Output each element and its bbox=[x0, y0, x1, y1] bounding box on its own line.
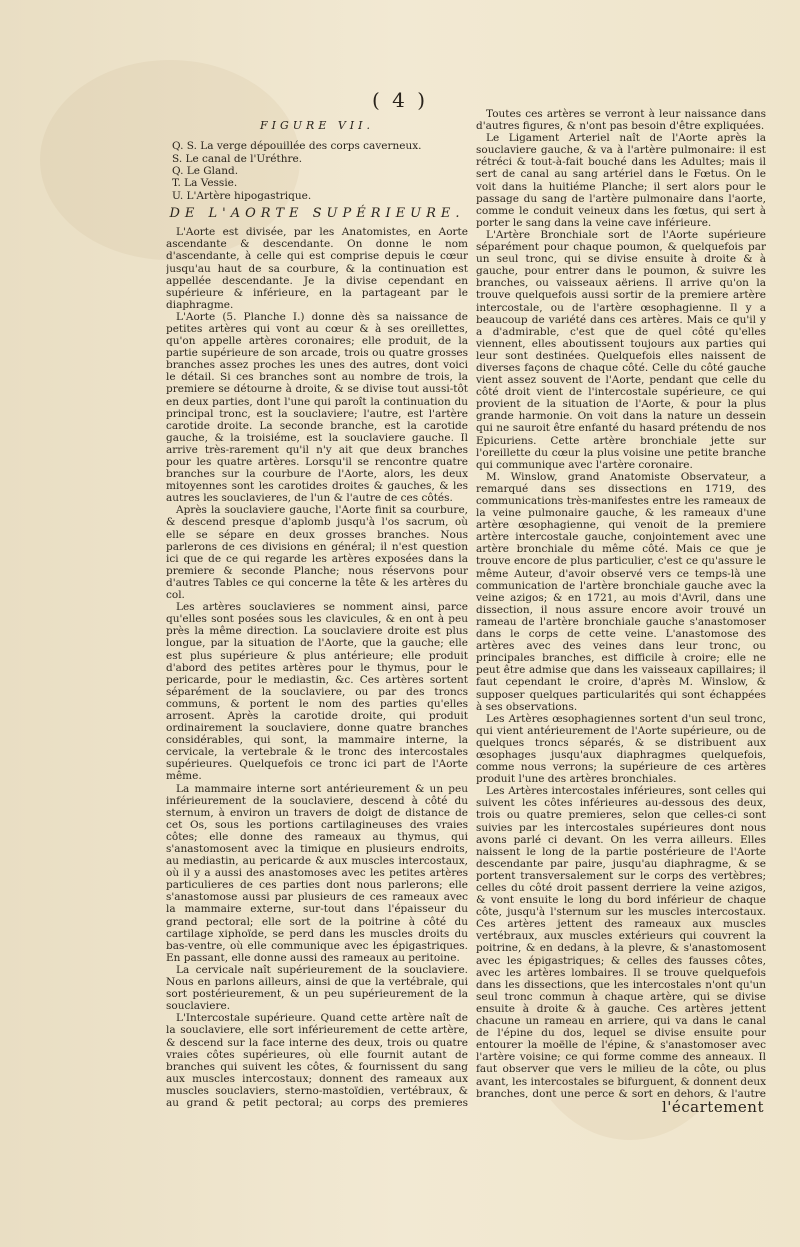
paragraph: Après la souclaviere gauche, l'Aorte finit sa courbure, & descend presque d'aplomb jusqu'à l'os sacrum, où elle se sépare en deux grosses branches. Nous parlerons de ces divisions en général; il n'est question ici que de ce qui regarde les artères exposées dans la premiere & seconde Planche; nous réservons pour d'autres Tables ce qui concerne la tête & les artères du col. bbox=[166, 504, 468, 602]
paragraph: L'Intercostale supérieure. Quand cette artère naît de la souclaviere, elle sort inférieurement de cette artère, & descend sur la face interne des deux, trois ou quatre vraies côtes supérieures, où elle fournit autant de branches qui suivent les côtes, & fournissent du sang aux muscles intercostaux; donnent des rameaux aux muscles souclaviers, sterno-mastoïdien, vertébraux, & au grand & petit pectoral; au corps des premieres bbox=[166, 1012, 468, 1108]
legend-item: Q. Le Gland. bbox=[172, 164, 239, 177]
paragraph: La cervicale naît supérieurement de la souclaviere. Nous en parlons ailleurs, ainsi de que la vertébrale, qui sort postérieurement, & un peu supérieurement de la souclaviere. bbox=[166, 963, 468, 1013]
paragraph: Toutes ces artères se verront à leur naissance dans d'autres figures, & n'ont pas besoin d'être expliquées. bbox=[476, 108, 766, 133]
paragraph: L'Artère Bronchiale sort de l'Aorte supérieure séparément pour chaque poumon, & quelquefois par un seul tronc, qui se divise ensuite à droite & à gauche, pour entrer dans le poumon, & suivre les branches, ou vaisseaux aëriens. Il arrive qu'on la trouve quelquefois aussi sortir de la premiere artère intercostale, ou de l'artère œsophagienne. Il y a beaucoup de variété dans ces artères. Mais ce qu'il y a d'admirable, c'est que de quel côté qu'elles viennent, elles aboutissent toujours aux parties qui leur sont destinées. Quelquefois elles naissent de diverses façons de chaque côté. Celle du côté gauche vient assez souvent de l'Aorte, pendant que celle du côté droit vient de l'intercostale supérieure, ce qui provient de la situation de l'Aorte, & pour la plus grande harmonie. On voit dans la nature un dessein qui ne sauroit être enfanté du hasard prétendu de nos Epicuriens. Cette artère bronchiale jette sur l'oreillette du cœur la plus voisine une petite branche qui communique avec l'artère coronaire. bbox=[476, 228, 766, 471]
paragraph: Les Artères œsophagiennes sortent d'un seul tronc, qui vient antérieurement de l'Aorte supérieure, ou de quelques troncs séparés, & se distribuent aux œsophages jusqu'aux diaphragmes quelquefois, comme nous verrons; la supérieure de ces artères produit l'une des artères bronchiales. bbox=[476, 712, 766, 786]
legend-item: Q. S. La verge dépouillée des corps caverneux. bbox=[172, 140, 422, 153]
left-column bbox=[166, 118, 468, 1108]
paragraph: L'Aorte (5. Planche I.) donne dès sa naissance de petites artères qui vont au cœur & à ses oreillettes, qu'on appelle artères coronaires; elle produit, de la partie supérieure de son arcade, trois ou quatre grosses branches assez proches les unes des autres, dont voici le détail. Si ces branches sont au nombre de trois, la premiere se détourne à droite, & se divise tout aussi-tôt en deux parties, dont l'une qui paroît la continuation du principal tronc, est la souclaviere; l'autre, est l'artère carotide droite. La seconde branche, est la carotide gauche, & la troisiéme, est la souclaviere gauche. Il arrive très-rarement qu'il n'y ait que deux branches pour les quatre artères. Lorsqu'il se rencontre quatre branches sur la courbure de l'Aorte, alors, les deux mitoyennes sont les carotides droites & gauches, & les autres les souclavieres, de l'un & l'autre de ces côtés. bbox=[166, 310, 468, 505]
legend-item: S. Le canal de l'Uréthre. bbox=[172, 152, 303, 165]
paragraph: La mammaire interne sort antérieurement & un peu inférieurement de la souclaviere, descend à côté du sternum, à environ un travers de doigt de distance de cet Os, sous les portions cartilagineuses des vraies côtes; elle donne des rameaux au thymus, qui s'anastomosent avec la timique en plusieurs endroits, au mediastin, au pericarde & aux muscles intercostaux, où il y a aussi des anastomoses avec les petites artères particulieres de ces parties dont nous parlerons; elle s'anastomose aussi par plusieurs de ces rameaux avec la mammaire externe, sur-tout dans l'épaisseur du grand pectoral; elle sort de la poitrine à côté du cartilage xiphoïde, se perd dans les muscles droits du bas-ventre, où elle communique avec les épigastriques. En passant, elle donne aussi des rameaux au peritoine. bbox=[166, 782, 468, 964]
figure-heading: FIGURE VII. bbox=[260, 119, 374, 132]
paragraph: Les artères souclavieres se nomment ainsi, parce qu'elles sont posées sous les clavicules, & en ont à peu près la même direction. La souclaviere droite est plus longue, par la situation de l'Aorte, que la gauche; elle est plus supérieure & plus antérieure; elle produit d'abord des petites artères pour le thymus, pour le pericarde, pour le mediastin, &c. Ces artères sortent séparément de la souclaviere, ou par des troncs communs, & portent le nom des parties qu'elles arrosent. Après la carotide droite, qui produit ordinairement la souclaviere, donne quatre branches considérables, qui sont, la mammaire interne, la cervicale, la vertebrale & le tronc des intercostales supérieures. Quelquefois ce tronc ici part de l'Aorte même. bbox=[166, 601, 468, 783]
paragraph: L'Aorte est divisée, par les Anatomistes, en Aorte ascendante & descendante. On donne le nom d'ascendante, à celle qui est comprise depuis le cœur jusqu'au haut de sa courbure, & la continuation est appellée descendante. Je la divise cependant en supérieure & inférieure, en la partageant par le diaphragme. bbox=[166, 226, 468, 311]
paragraph: M. Winslow, grand Anatomiste Observateur, a remarqué dans ses dissections en 1719, des communications très-manifestes entre les rameaux de la veine pulmonaire gauche, & les rameaux d'une artère œsophagienne, qui venoit de la premiere artère intercostale gauche, conjointement avec une artère bronchiale du même côté. Mais ce que je trouve encore de plus particulier, c'est ce qu'assure le même Auteur, d'avoir observé vers ce temps-là une communication de l'artère bronchiale gauche avec la veine azigos; & en 1721, au mois d'Avril, dans une dissection, il nous assure encore avoir trouvé un rameau de l'artère bronchiale gauche s'anastomoser dans le corps de cette veine. L'anastomose des artères avec des veines dans leur tronc, ou principales branches, est difficile à croire; elle ne peut être admise que dans les vaisseaux capillaires; il faut cependant le croire, d'après M. Winslow, & supposer quelques particularités qui sont échappées à ses observations. bbox=[476, 470, 766, 713]
section-heading: DE L'AORTE SUPÉRIEURE. bbox=[169, 206, 465, 222]
legend-item: T. La Vessie. bbox=[172, 177, 238, 190]
catchword: l'écartement bbox=[661, 1098, 764, 1116]
page-number: ( 4 ) bbox=[371, 88, 429, 112]
figure-legend bbox=[172, 140, 468, 202]
right-column bbox=[476, 108, 766, 1098]
legend-item: U. L'Artère hipogastrique. bbox=[172, 189, 312, 202]
paragraph: Le Ligament Arteriel naît de l'Aorte après la souclaviere gauche, & va à l'artère pulmonaire: il est rétréci & tout-à-fait bouché dans les Adultes; mais il sert de canal au sang artériel dans le Fœtus. On le voit dans la huitiéme Planche; il sert alors pour le passage du sang de l'artère pulmonaire dans l'aorte, comme le conduit veineux dans les fœtus, qui sert à porter le sang dans la veine cave inférieure. bbox=[476, 132, 766, 229]
paragraph: Les Artères intercostales inférieures, sont celles qui suivent les côtes inférieures au-dessous des deux, trois ou quatre premieres, selon que celles-ci sont suivies par les intercostales supérieures dont nous avons parlé ci devant. On les verra ailleurs. Elles naissent le long de la partie postérieure de l'Aorte descendante par paire, jusqu'au diaphragme, & se portent transversalement sur le corps des vertèbres; celles du côté droit passent derriere la veine azigos, & vont ensuite le long du bord inférieur de chaque côte, jusqu'à l'sternum sur les muscles intercostaux. Ces artères jettent des rameaux aux muscles vertébraux, aux muscles extérieurs qui couvrent la poitrine, & en dedans, à la plevre, & s'anastomosent avec les épigastriques; & celles des fausses côtes, avec les artères lombaires. Il se trouve quelquefois dans les dissections, que les intercostales n'ont qu'un seul tronc commun à chaque artère, qui se divise ensuite à droite & à gauche. Ces artères jettent chacune un rameau en arriere, qui va dans le canal de l'épine du dos, lequel se divise ensuite pour entourer la moëlle de l'épine, & s'anastomoser avec l'artère voisine; ce qui forme comme des anneaux. Il faut observer que vers le milieu de la côte, ou plus avant, les intercostales se bifurguent, & donnent deux branches, dont une perce & sort en dehors, & l'autre bbox=[476, 785, 766, 1098]
